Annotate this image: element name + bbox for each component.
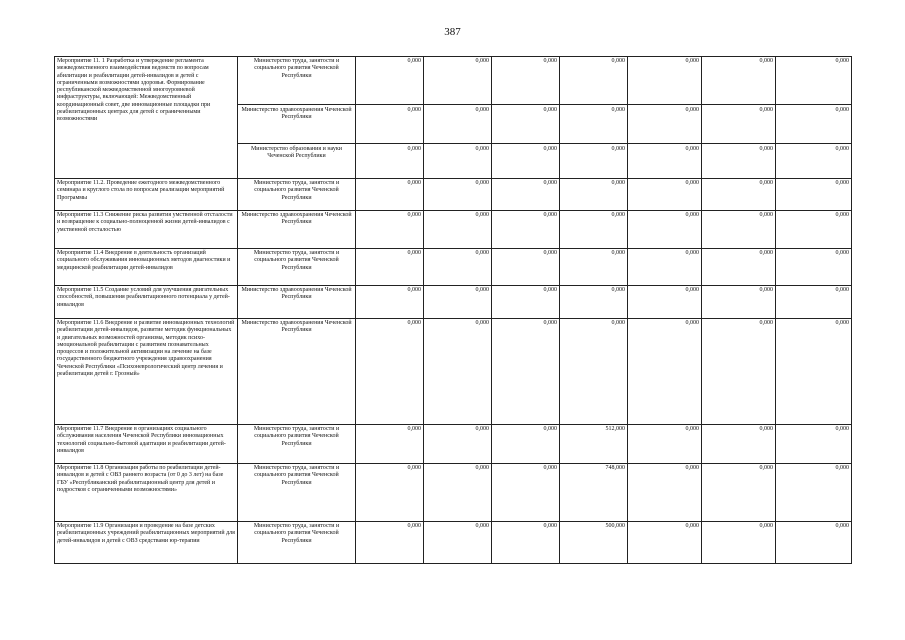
executor-cell: Министерство труда, занятости и социального развития Чеченской Республики <box>238 464 356 522</box>
value-cell: 0,000 <box>492 144 560 179</box>
table-row <box>55 179 852 211</box>
value-cell: 0,000 <box>492 319 560 425</box>
executor-cell: Министерство труда, занятости и социального развития Чеченской Республики <box>238 249 356 286</box>
executor-cell: Министерство здравоохранения Чеченской Республики <box>238 105 356 144</box>
value-cell: 748,000 <box>560 464 628 522</box>
value-cell: 0,000 <box>424 286 492 319</box>
activity-cell: Мероприятие 11.4 Внедрение в деятельность организаций социального обслуживания инновационных методов диагностики и медицинской реабилитации детей-инвалидов <box>55 249 238 286</box>
value-cell: 0,000 <box>356 144 424 179</box>
table-row <box>55 211 852 249</box>
value-cell: 0,000 <box>776 319 852 425</box>
value-cell: 0,000 <box>628 286 702 319</box>
executor-cell: Министерство здравоохранения Чеченской Республики <box>238 286 356 319</box>
value-cell: 0,000 <box>702 105 776 144</box>
value-cell: 0,000 <box>628 249 702 286</box>
table-row <box>55 57 852 105</box>
activity-cell: Мероприятие 11.6 Внедрение и развитие инновационных технологий реабилитации детей-инвалидов, развитие методик функциональных и двигательных возможностей организма, методик психо-эмоциональной реабилитации с развитием познавательных процессов и положительной активизации на лечение на базе государственного бюджетного учреждения здравоохранения Чеченской Республики «Психоневрологический центр лечения и реабилитации детей г. Грозный» <box>55 319 238 425</box>
value-cell: 0,000 <box>628 522 702 564</box>
value-cell: 0,000 <box>702 522 776 564</box>
value-cell: 0,000 <box>702 57 776 105</box>
executor-cell: Министерство труда, занятости и социального развития Чеченской Республики <box>238 179 356 211</box>
value-cell: 0,000 <box>424 425 492 464</box>
value-cell: 0,000 <box>560 144 628 179</box>
value-cell: 0,000 <box>702 249 776 286</box>
activity-cell: Мероприятие 11. 1 Разработка и утверждение регламента межведомственного взаимодействия ведомств по вопросам абилитации и реабилитации детей-инвалидов и детей с ограниченными возможностями здоровья. Формирование республиканской межведомственной многоуровневой инфраструктуры, включающей: Межведомственный координационный совет, две инновационные площадки при реабилитационных центрах для детей с ограниченными возможностями <box>55 57 238 179</box>
value-cell: 0,000 <box>702 319 776 425</box>
value-cell: 0,000 <box>356 105 424 144</box>
value-cell: 0,000 <box>424 211 492 249</box>
value-cell: 0,000 <box>560 57 628 105</box>
table-row <box>55 464 852 522</box>
value-cell: 0,000 <box>776 211 852 249</box>
value-cell: 0,000 <box>424 319 492 425</box>
value-cell: 0,000 <box>776 522 852 564</box>
value-cell: 0,000 <box>356 319 424 425</box>
value-cell: 0,000 <box>702 179 776 211</box>
value-cell: 0,000 <box>776 425 852 464</box>
executor-cell: Министерство труда, занятости и социального развития Чеченской Республики <box>238 425 356 464</box>
value-cell: 0,000 <box>492 105 560 144</box>
value-cell: 0,000 <box>628 464 702 522</box>
value-cell: 0,000 <box>492 286 560 319</box>
value-cell: 0,000 <box>776 57 852 105</box>
value-cell: 0,000 <box>492 57 560 105</box>
executor-cell: Министерство труда, занятости и социального развития Чеченской Республики <box>238 57 356 105</box>
table-row <box>55 286 852 319</box>
table-row <box>55 249 852 286</box>
value-cell: 0,000 <box>356 286 424 319</box>
value-cell: 0,000 <box>776 105 852 144</box>
value-cell: 0,000 <box>628 179 702 211</box>
value-cell: 0,000 <box>356 179 424 211</box>
value-cell: 0,000 <box>628 144 702 179</box>
value-cell: 0,000 <box>560 319 628 425</box>
table-row <box>55 522 852 564</box>
value-cell: 0,000 <box>702 425 776 464</box>
value-cell: 0,000 <box>560 105 628 144</box>
value-cell: 0,000 <box>492 211 560 249</box>
value-cell: 0,000 <box>776 464 852 522</box>
value-cell: 0,000 <box>628 57 702 105</box>
value-cell: 0,000 <box>356 522 424 564</box>
activity-cell: Мероприятие 11.5 Создание условий для улучшения двигательных способностей, повышения реабилитационного потенциала у детей-инвалидов <box>55 286 238 319</box>
table-body <box>55 57 852 564</box>
value-cell: 0,000 <box>356 249 424 286</box>
executor-cell: Министерство здравоохранения Чеченской Республики <box>238 211 356 249</box>
value-cell: 500,000 <box>560 522 628 564</box>
value-cell: 0,000 <box>776 249 852 286</box>
activity-cell: Мероприятие 11.2. Проведение ежегодного межведомственного семинара и круглого стола по вопросам реализации мероприятий Программы <box>55 179 238 211</box>
value-cell: 0,000 <box>356 464 424 522</box>
value-cell: 0,000 <box>356 425 424 464</box>
value-cell: 0,000 <box>356 57 424 105</box>
value-cell: 0,000 <box>424 522 492 564</box>
value-cell: 0,000 <box>702 464 776 522</box>
value-cell: 0,000 <box>356 211 424 249</box>
value-cell: 0,000 <box>628 105 702 144</box>
value-cell: 0,000 <box>776 286 852 319</box>
table-row <box>55 425 852 464</box>
value-cell: 0,000 <box>628 425 702 464</box>
value-cell: 0,000 <box>560 179 628 211</box>
value-cell: 0,000 <box>776 179 852 211</box>
value-cell: 0,000 <box>424 57 492 105</box>
value-cell: 0,000 <box>702 286 776 319</box>
value-cell: 0,000 <box>776 144 852 179</box>
value-cell: 0,000 <box>424 249 492 286</box>
value-cell: 0,000 <box>424 105 492 144</box>
value-cell: 0,000 <box>492 249 560 286</box>
value-cell: 512,000 <box>560 425 628 464</box>
executor-cell: Министерство образования и науки Чеченской Республики <box>238 144 356 179</box>
program-activities-table <box>54 56 852 564</box>
value-cell: 0,000 <box>628 211 702 249</box>
value-cell: 0,000 <box>702 144 776 179</box>
value-cell: 0,000 <box>560 249 628 286</box>
value-cell: 0,000 <box>424 179 492 211</box>
activity-cell: Мероприятие 11.7 Внедрение в организациях социального обслуживания населения Чеченской Республики инновационных технологий социально-бытовой адаптации и реабилитации детей-инвалидов <box>55 425 238 464</box>
value-cell: 0,000 <box>424 144 492 179</box>
executor-cell: Министерство здравоохранения Чеченской Республики <box>238 319 356 425</box>
value-cell: 0,000 <box>628 319 702 425</box>
value-cell: 0,000 <box>702 211 776 249</box>
value-cell: 0,000 <box>492 425 560 464</box>
value-cell: 0,000 <box>492 464 560 522</box>
activity-cell: Мероприятие 11.3 Снижение риска развития умственной отсталости и возвращение к социально-полноценной жизни детей-инвалидов с умственной отсталостью <box>55 211 238 249</box>
activity-cell: Мероприятие 11.8 Организация работы по реабилитации детей-инвалидов и детей с ОВЗ раннего возраста (от 0 до 3 лет) на базе ГБУ «Республиканский реабилитационный центр для детей и подростков с ограниченными возможностями» <box>55 464 238 522</box>
table-row <box>55 319 852 425</box>
value-cell: 0,000 <box>424 464 492 522</box>
page-number: 387 <box>444 26 461 38</box>
value-cell: 0,000 <box>492 522 560 564</box>
value-cell: 0,000 <box>560 286 628 319</box>
executor-cell: Министерство труда, занятости и социального развития Чеченской Республики <box>238 522 356 564</box>
value-cell: 0,000 <box>560 211 628 249</box>
value-cell: 0,000 <box>492 179 560 211</box>
activity-cell: Мероприятие 11.9 Организация и проведение на базе детских реабилитационных учреждений реабилитационных мероприятий для детей-инвалидов и детей с ОВЗ средствами юр-терапии <box>55 522 238 564</box>
